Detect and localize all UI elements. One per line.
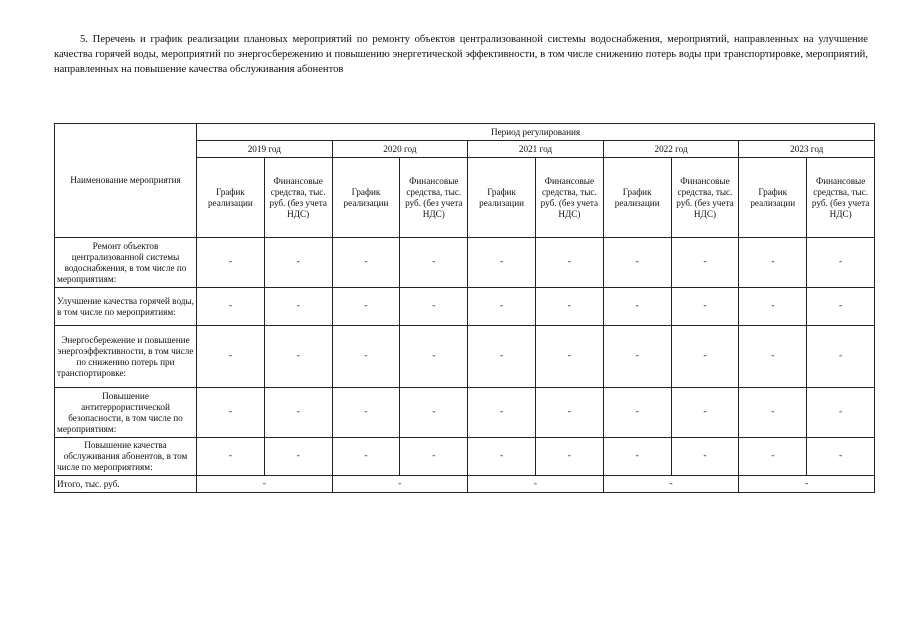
total-value: - [197,476,333,493]
cell-value: - [603,326,671,388]
cell-value: - [468,238,536,288]
total-row [55,476,875,493]
cell-value: - [807,238,875,288]
cell-value: - [603,438,671,476]
table-row [55,438,875,476]
cell-value: - [535,326,603,388]
header-row-period [55,124,875,141]
cell-value: - [468,288,536,326]
subheader-schedule: График реализации [197,158,265,238]
row-name: Улучшение качества горячей воды, в том числе по мероприятиям: [55,288,197,326]
subheader-schedule: График реализации [468,158,536,238]
cell-value: - [739,238,807,288]
cell-value: - [468,326,536,388]
cell-value: - [332,238,400,288]
table-row [55,288,875,326]
cell-value: - [332,288,400,326]
plan-table [54,123,875,493]
year-header: 2019 год [197,141,333,158]
total-value: - [332,476,468,493]
subheader-finance: Финансовые средства, тыс. руб. (без учета НДС) [400,158,468,238]
cell-value: - [400,438,468,476]
cell-value: - [739,326,807,388]
cell-value: - [535,288,603,326]
year-header: 2021 год [468,141,604,158]
cell-value: - [400,288,468,326]
cell-value: - [535,438,603,476]
cell-value: - [807,388,875,438]
cell-value: - [197,288,265,326]
cell-value: - [807,326,875,388]
year-header: 2020 год [332,141,468,158]
cell-value: - [535,238,603,288]
document-heading: 5. Перечень и график реализации плановых мероприятий по ремонту объектов централизованной системы водоснабжения, мероприятий, направленных на улучшение качества горячей воды, мероприятий по энергосбережению и повышению энергетической эффективности, в том числе снижению потерь воды при транспортировке, мероприятий, направленных на повышение качества обслуживания абонентов [54,34,868,75]
cell-value: - [468,388,536,438]
total-label: Итого, тыс. руб. [55,476,197,493]
cell-value: - [603,238,671,288]
cell-value: - [400,238,468,288]
table-header [55,124,875,238]
subheader-finance: Финансовые средства, тыс. руб. (без учета НДС) [535,158,603,238]
year-header: 2022 год [603,141,739,158]
column-header-name: Наименование мероприятия [55,124,197,238]
cell-value: - [400,326,468,388]
cell-value: - [332,388,400,438]
cell-value: - [603,288,671,326]
table-row [55,388,875,438]
cell-value: - [739,288,807,326]
cell-value: - [264,388,332,438]
cell-value: - [264,238,332,288]
row-name: Повышение антитеррористической безопасности, в том числе по мероприятиям: [55,388,197,438]
table-row [55,238,875,288]
cell-value: - [197,388,265,438]
cell-value: - [400,388,468,438]
cell-value: - [671,326,739,388]
cell-value: - [264,438,332,476]
cell-value: - [671,388,739,438]
total-value: - [468,476,604,493]
cell-value: - [739,388,807,438]
cell-value: - [535,388,603,438]
cell-value: - [671,238,739,288]
cell-value: - [807,438,875,476]
subheader-finance: Финансовые средства, тыс. руб. (без учета НДС) [671,158,739,238]
total-value: - [603,476,739,493]
cell-value: - [197,238,265,288]
table-body [55,238,875,493]
cell-value: - [807,288,875,326]
row-name: Ремонт объектов централизованной системы водоснабжения, в том числе по мероприятиям: [55,238,197,288]
cell-value: - [468,438,536,476]
cell-value: - [197,326,265,388]
table-row [55,326,875,388]
subheader-schedule: График реализации [739,158,807,238]
subheader-finance: Финансовые средства, тыс. руб. (без учета НДС) [264,158,332,238]
cell-value: - [603,388,671,438]
cell-value: - [671,288,739,326]
cell-value: - [197,438,265,476]
row-name: Энергосбережение и повышение энергоэффективности, в том числе по снижению потерь при транспортировке: [55,326,197,388]
total-value: - [739,476,875,493]
cell-value: - [332,326,400,388]
year-header: 2023 год [739,141,875,158]
cell-value: - [264,288,332,326]
row-name: Повышение качества обслуживания абонентов, в том числе по мероприятиям: [55,438,197,476]
column-header-period: Период регулирования [197,124,875,141]
cell-value: - [264,326,332,388]
subheader-schedule: График реализации [332,158,400,238]
cell-value: - [739,438,807,476]
subheader-schedule: График реализации [603,158,671,238]
subheader-finance: Финансовые средства, тыс. руб. (без учета НДС) [807,158,875,238]
cell-value: - [671,438,739,476]
cell-value: - [332,438,400,476]
